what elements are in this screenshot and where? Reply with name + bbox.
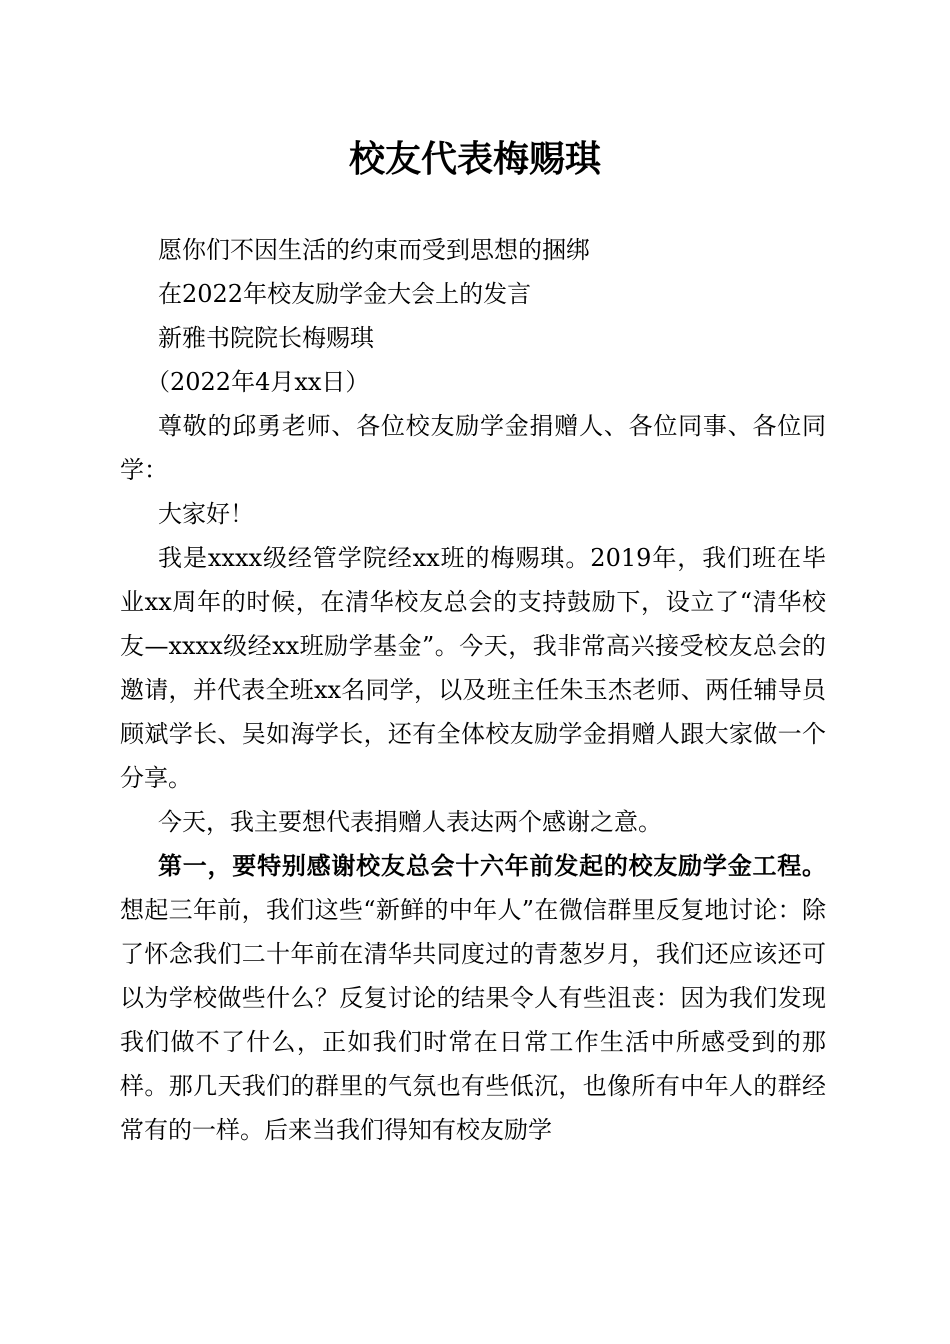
thanks-overview-paragraph: 今天，我主要想代表捐赠人表达两个感谢之意。 bbox=[158, 808, 662, 836]
speech-subtitle: 愿你们不因生活的约束而受到思想的捆绑 bbox=[158, 236, 590, 264]
salutation-paragraph: 尊敬的邱勇老师、各位校友励学金捐赠人、各位同事、各位同学： bbox=[120, 412, 826, 484]
speech-date: （2022年4月xx日） bbox=[146, 368, 370, 396]
speech-occasion: 在2022年校友励学金大会上的发言 bbox=[158, 280, 532, 308]
first-thanks-body: 想起三年前，我们这些“新鲜的中年人”在微信群里反复地讨论：除了怀念我们二十年前在清华共同度过的青葱岁月，我们还应该还可以为学校做些什么？反复讨论的结果令人有些沮丧：因为我们发现我们做不了什么，正如我们时常在日常工作生活中所感受到的那样。那几天我们的群里的气氛也有些低沉，也像所有中年人的群经常有的一样。后来当我们得知有校友励学 bbox=[120, 896, 826, 1144]
first-thanks-paragraph bbox=[120, 844, 826, 1152]
speaker-line: 新雅书院院长梅赐琪 bbox=[158, 324, 374, 352]
first-thanks-lead: 第一，要特别感谢校友总会十六年前发起的校友励学金工程。 bbox=[158, 851, 826, 880]
greeting-paragraph: 大家好！ bbox=[158, 500, 254, 528]
intro-paragraph: 我是xxxx级经管学院经xx班的梅赐琪。2019年，我们班在毕业xx周年的时候，在清华校友总会的支持鼓励下，设立了“清华校友—xxxx级经xx班励学基金”。今天，我非常高兴接受校友总会的邀请，并代表全班xx名同学，以及班主任朱玉杰老师、两任辅导员顾斌学长、吴如海学长，还有全体校友励学金捐赠人跟大家做一个分享。 bbox=[120, 544, 826, 792]
document-title: 校友代表梅赐琪 bbox=[348, 138, 601, 180]
document-body bbox=[120, 228, 826, 1152]
